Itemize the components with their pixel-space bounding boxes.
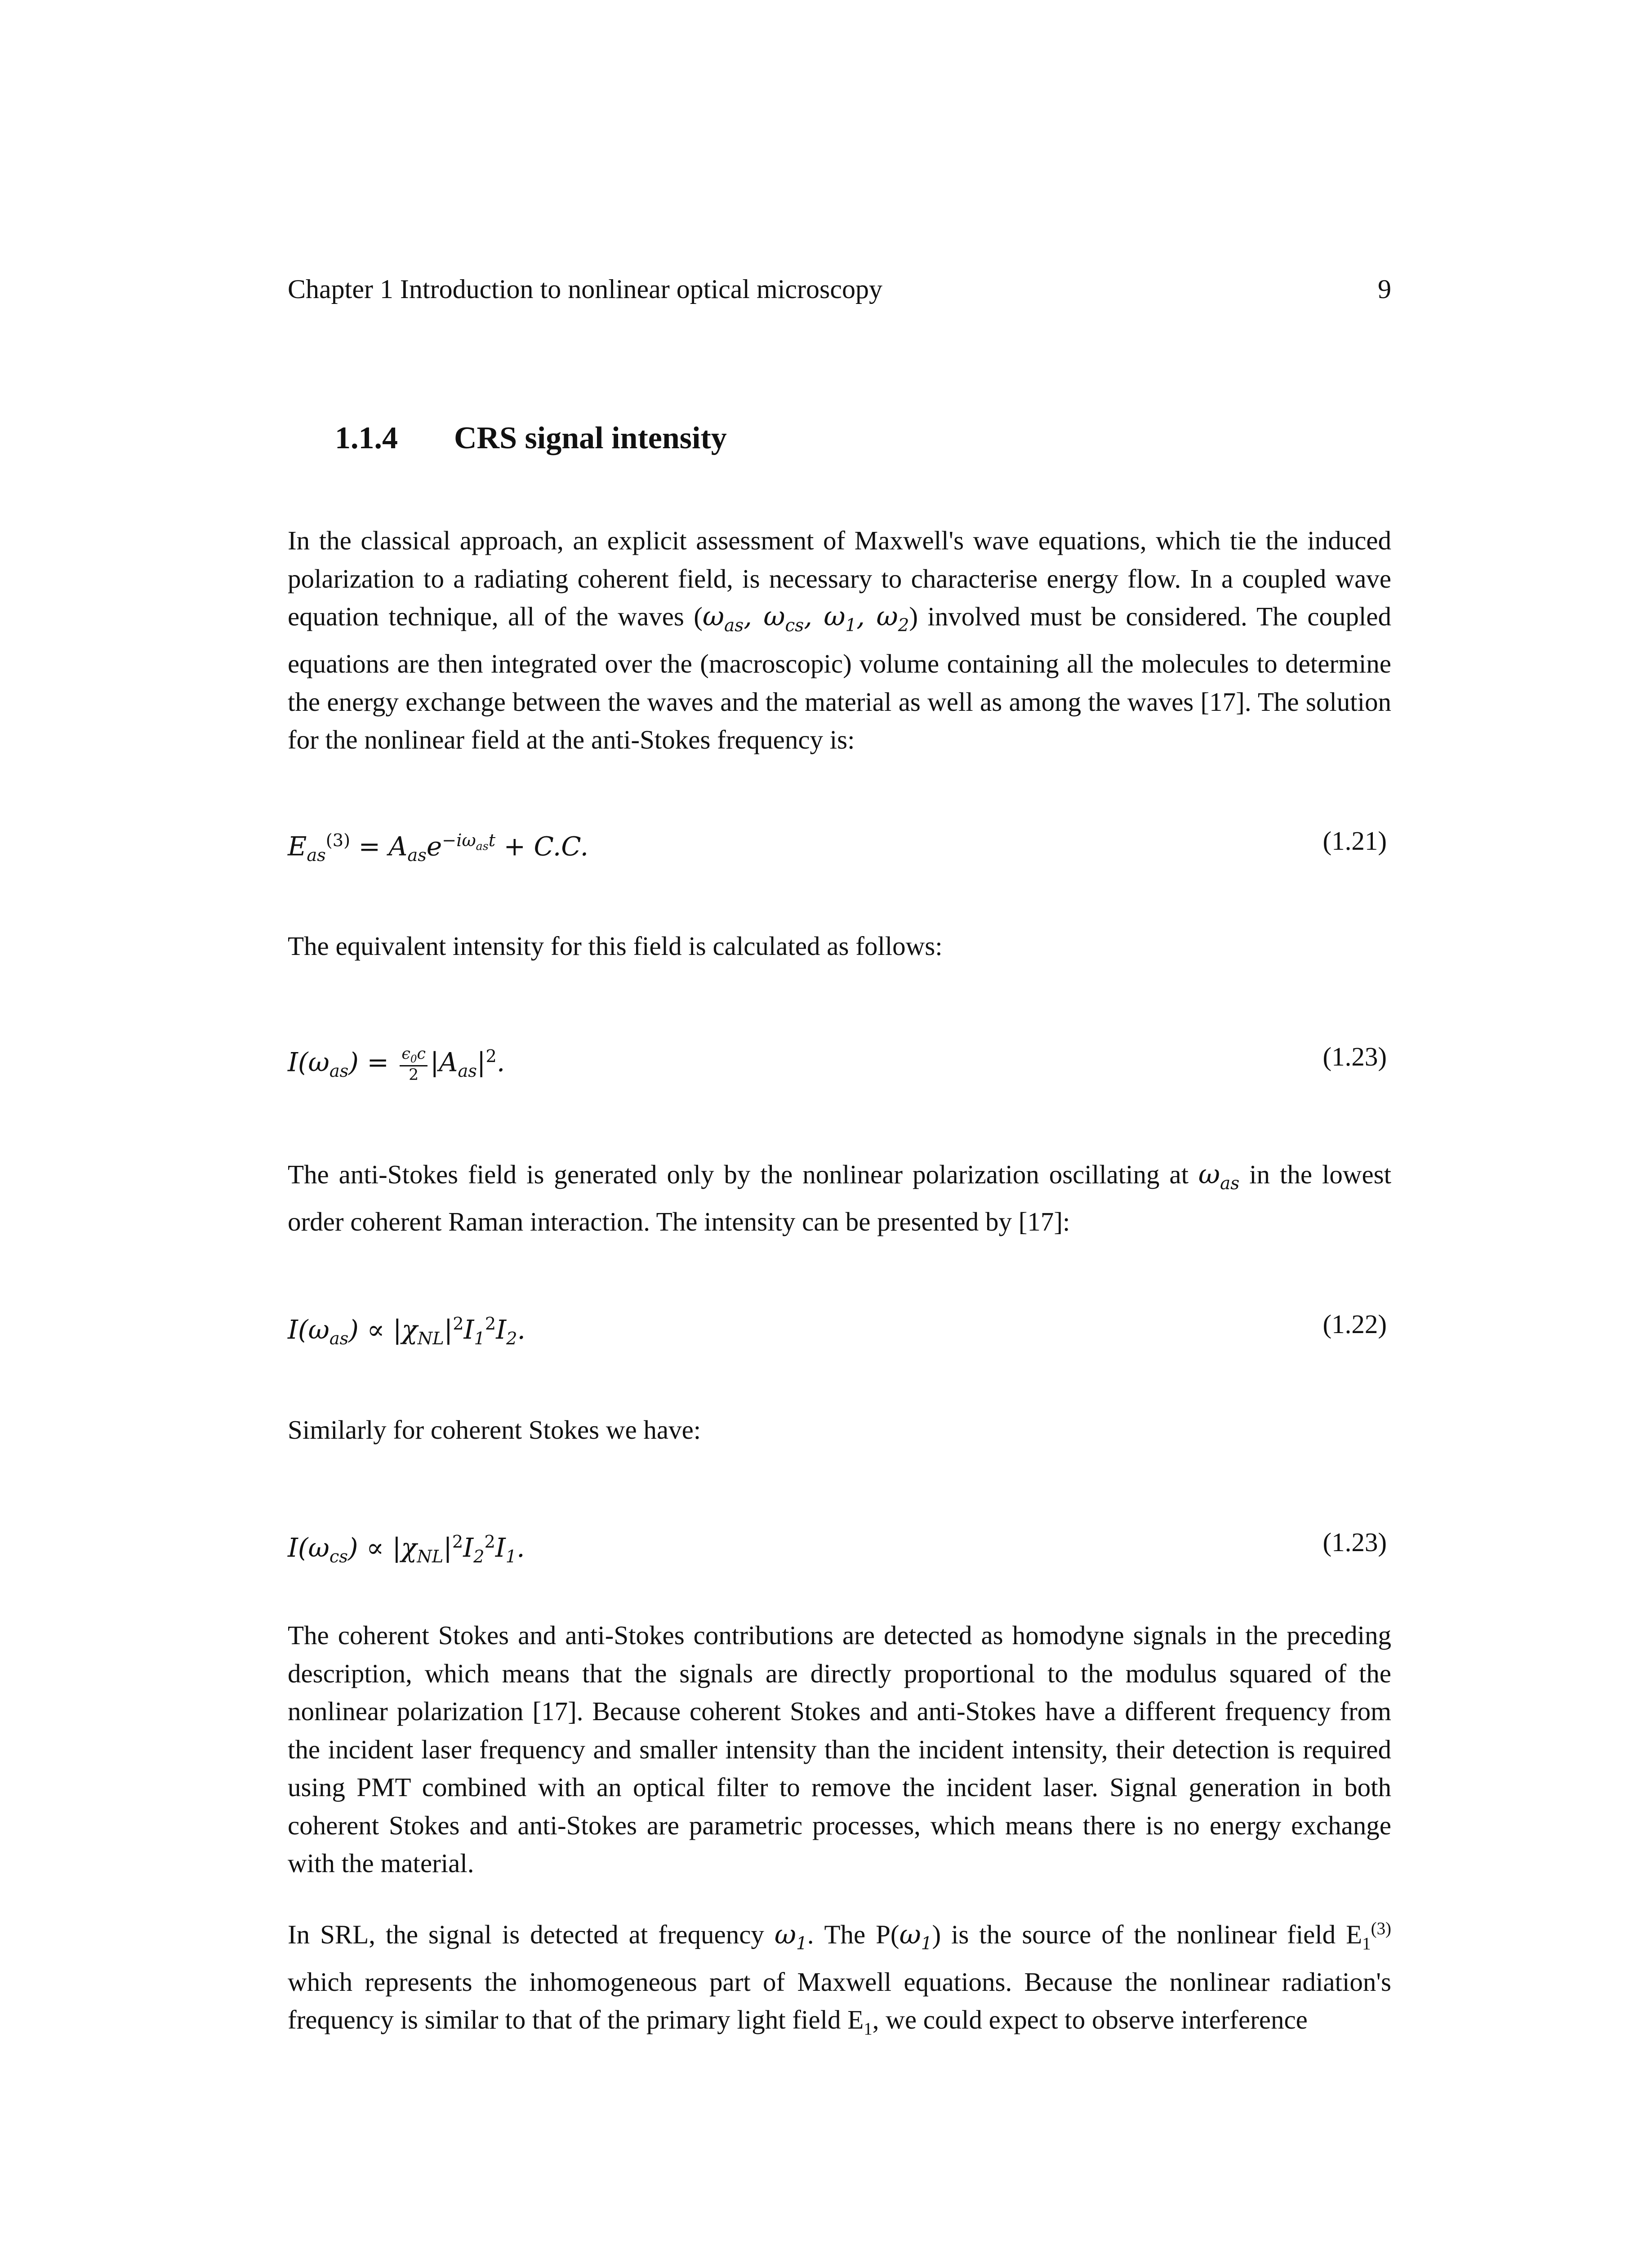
section-title: CRS signal intensity	[454, 421, 727, 455]
paragraph-3-text-a: The anti-Stokes field is generated only by the nonlinear polarization oscillating at	[288, 1160, 1198, 1189]
paragraph-1	[288, 522, 1391, 759]
equation-expression: $I(\omega_{as}) \propto |\chi_{NL}|^2I_1^2I_2$.	[288, 1314, 525, 1349]
paragraph-2: The equivalent intensity for this field is calculated as follows:	[288, 931, 943, 961]
omega-1-symbol-2: $\omega_1$	[899, 1918, 932, 1954]
equation-number: (1.21)	[1322, 826, 1387, 856]
omega-1-symbol: $\omega_1$	[774, 1918, 807, 1954]
page-number: 9	[1378, 274, 1391, 304]
paragraph-1-text-a: In the classical approach, an explicit assessment of Maxwell's wave equations, which tie the induced polarization to a radiating coherent field, is necessary to characterise energy flow. In a coupled wave equation technique, all of the waves (	[288, 526, 1391, 631]
equation-1-21	[288, 814, 1391, 868]
equation-number: (1.23)	[1322, 1042, 1387, 1071]
field-subscript-2: 1	[864, 2019, 873, 2039]
paragraph-6-text-a: In SRL, the signal is detected at frequency	[288, 1919, 775, 1949]
field-superscript: (3)	[1371, 1919, 1391, 1938]
omega-as-symbol: $\omega_{as}$	[1198, 1159, 1240, 1194]
paragraph-6-text-c: ) is the source of the nonlinear field E	[932, 1919, 1363, 1949]
section-number: 1.1.4	[335, 421, 398, 455]
field-subscript: 1	[1362, 1934, 1371, 1954]
paragraph-6-text-d: which represents the inhomogeneous part of Maxwell equations. Because the nonlinear radiation's frequency is similar to that of the primary light field E	[288, 1967, 1391, 2035]
paragraph-1-text-b: ) involved must be considered. The coupled equations are then integrated over the (macroscopic) volume containing all the molecules to determine the energy exchange between the waves and the material as well as among the waves [17]. The solution for the nonlinear field at the anti-Stokes frequency is:	[288, 602, 1391, 755]
running-header	[288, 269, 1391, 309]
wave-frequencies: $\omega_{as}$, $\omega_{cs}$, $\omega_1$, $\omega_2$	[702, 601, 909, 636]
equation-expression: $E_{as}^{(3)} = A_{as}e^{-i\omega_{as}t} + C.C$.	[288, 830, 589, 865]
equation-1-22	[288, 1297, 1391, 1351]
equation-1-23-b	[288, 1515, 1391, 1569]
equation-number: (1.22)	[1322, 1309, 1387, 1339]
paragraph-6-text-e: , we could expect to observe interference	[872, 2005, 1308, 2035]
paragraph-4: Similarly for coherent Stokes we have:	[288, 1415, 701, 1445]
paragraph-6-text-b: . The P(	[807, 1919, 899, 1949]
equation-expression: $I(\omega_{cs}) \propto |\chi_{NL}|^2I_2^2I_1$.	[288, 1532, 525, 1567]
paragraph-5: The coherent Stokes and anti-Stokes contributions are detected as homodyne signals in the preceding description, which means that the signals are directly proportional to the modulus squared of the nonlinear polarization [17]. Because coherent Stokes and anti-Stokes have a different frequency from the incident laser frequency and smaller intensity than the incident intensity, their detection is required using PMT combined with an optical filter to remove the incident laser. Signal generation in both coherent Stokes and anti-Stokes are parametric processes, which means there is no energy exchange with the material.	[288, 1620, 1391, 1878]
paragraph-3-text-b: in the lowest order coherent Raman interaction. The intensity can be presented by [17]:	[288, 1160, 1392, 1237]
paragraph-3	[288, 1155, 1391, 1241]
paragraph-6	[288, 1910, 1391, 2048]
equation-expression: $I(\omega_{as})$ = $\frac{\epsilon_0c}{2}$ $|A_{as}|^2$.	[288, 1044, 505, 1084]
section-heading	[335, 416, 727, 461]
running-title: Chapter 1 Introduction to nonlinear optical microscopy	[288, 274, 882, 304]
equation-1-23-a	[288, 1030, 1391, 1084]
equation-number: (1.23)	[1322, 1527, 1387, 1557]
